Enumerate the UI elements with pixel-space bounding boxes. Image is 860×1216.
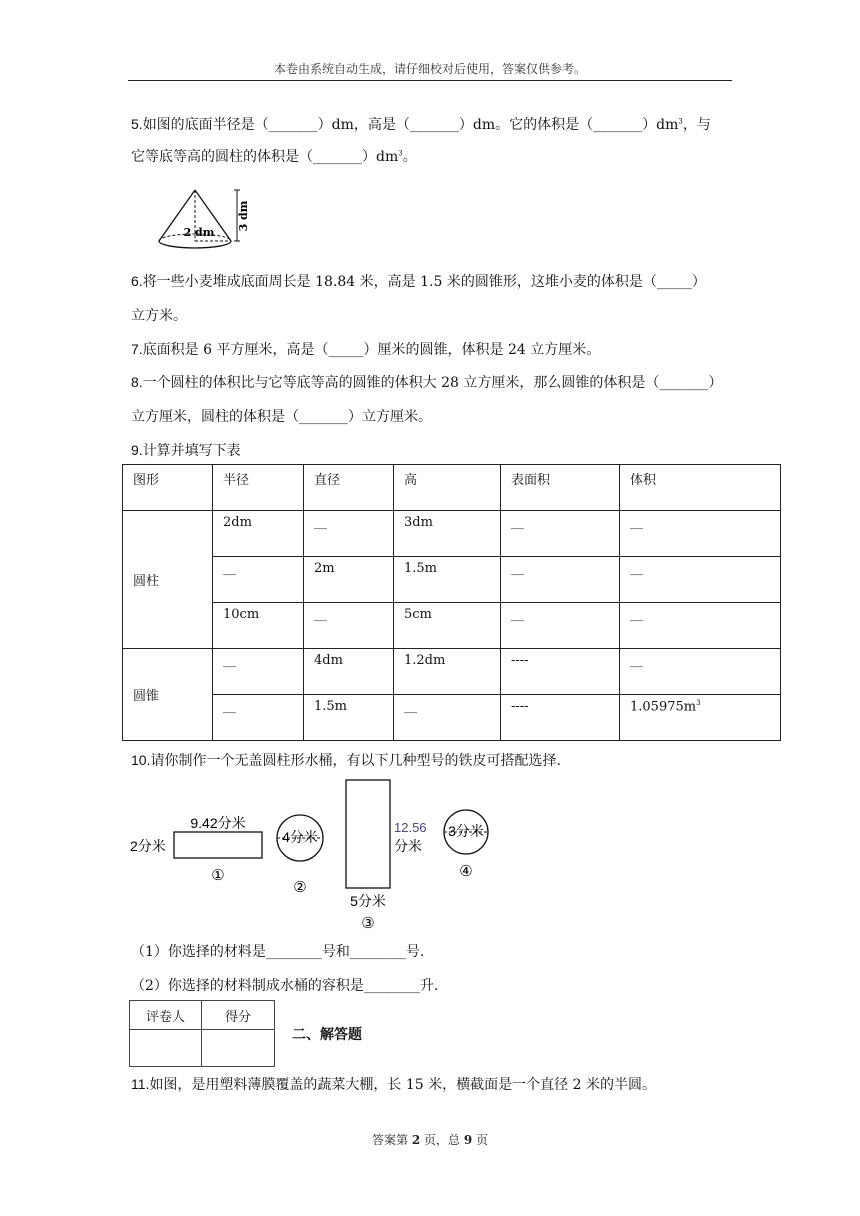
q5-text-1: 如图的底面半径是（_______）dm，高是（_______）dm。它的体积是（_______）dm (142, 117, 679, 133)
material-2-label: 4分米 (282, 829, 318, 845)
q11-text: 如图，是用塑料薄膜覆盖的蔬菜大棚，长 15 米，横截面是一个直径 2 米的半圆。 (149, 1077, 656, 1093)
material-3-side-unit: 分米 (394, 838, 422, 854)
q5-text-2-end: 。 (402, 149, 417, 165)
q8-text-1: 一个圆柱的体积比与它等底等高的圆锥的体积大 28 立方厘米，那么圆锥的体积是（_______） (142, 375, 723, 391)
material-3-width-label: 5分米 (350, 893, 386, 909)
table-cell: __ (213, 695, 304, 741)
material-3-side-number: 12.56 (394, 820, 427, 835)
table-cell: 2dm (213, 511, 304, 557)
table-cell: __ (620, 603, 781, 649)
table-row (123, 695, 781, 741)
q6-text-1: 将一些小麦堆成底面周长是 18.84 米，高是 1.5 米的圆锥形，这堆小麦的体积是（_____） (142, 274, 706, 290)
table-cell: 5cm (394, 603, 501, 649)
material-4-label: 3分米 (448, 823, 484, 839)
cone-figure (155, 188, 265, 254)
table-cell: __ (620, 649, 781, 695)
q11-line (131, 1074, 656, 1094)
table-cell: __ (501, 557, 620, 603)
table-cell: __ (304, 511, 394, 557)
table-header-cell: 图形 (123, 465, 213, 511)
q10-sub2: （2）你选择的材料制成水桶的容积是________升. (131, 978, 439, 994)
material-1-height-label: 2分米 (130, 838, 166, 854)
q6-line2: 立方米。 (131, 308, 187, 324)
page-footer: 答案第 2 页，总 9 页 (371, 1133, 488, 1147)
material-1-number: ① (211, 866, 225, 884)
section-title: 二、解答题 (292, 1026, 362, 1042)
table-header-cell: 半径 (213, 465, 304, 511)
table-cell: 2m (304, 557, 394, 603)
table-cell: 10cm (213, 603, 304, 649)
table-cell: ---- (501, 649, 620, 695)
q10-line (131, 750, 561, 770)
q10-sub1: （1）你选择的材料是________号和________号. (131, 944, 425, 960)
q8-line2: 立方厘米，圆柱的体积是（_______）立方厘米。 (131, 409, 432, 425)
table-cell: __ (620, 511, 781, 557)
score-header-row (130, 1001, 275, 1030)
q5-text-2: 它等底等高的圆柱的体积是（_______）dm (131, 149, 399, 165)
score-cell (202, 1030, 275, 1067)
material-2-number: ② (293, 878, 307, 896)
grader-label: 评卷人 (130, 1001, 202, 1030)
q7-text: 底面积是 6 平方厘米，高是（_____）厘米的圆锥，体积是 24 立方厘米。 (142, 342, 601, 358)
q11-number: 11. (131, 1076, 150, 1092)
q9-line (131, 440, 241, 460)
q9-number: 9. (131, 442, 143, 458)
q10-text: 请你制作一个无盖圆柱形水桶，有以下几种型号的铁皮可搭配选择. (150, 753, 561, 769)
table-cell: ---- (501, 695, 620, 741)
q9-title: 计算并填写下表 (142, 443, 241, 459)
table-cell: 1.5m (304, 695, 394, 741)
table-cell: 1.5m (394, 557, 501, 603)
grader-cell (130, 1030, 202, 1067)
table-cell: 3dm (394, 511, 501, 557)
score-blank-row (130, 1030, 275, 1067)
table-cell (620, 695, 781, 741)
header-rule (128, 80, 732, 81)
table-cell: 1.2dm (394, 649, 501, 695)
table-cell: __ (394, 695, 501, 741)
current-page: 2 (411, 1133, 421, 1147)
volume-value: 1.05975m (630, 699, 697, 715)
q7-number: 7. (131, 341, 143, 357)
volume-unit-sup: 3 (696, 699, 701, 707)
score-label: 得分 (202, 1001, 275, 1030)
cone-height-label: 3 dm (237, 200, 250, 232)
table-header-cell: 表面积 (501, 465, 620, 511)
table-cell: __ (501, 511, 620, 557)
q5-sup-1: 3 (678, 117, 683, 126)
cone-label: 圆锥 (123, 649, 213, 741)
table-cell: __ (213, 649, 304, 695)
table-row (123, 649, 781, 695)
material-3-rect (346, 780, 390, 888)
table-header-cell: 体积 (620, 465, 781, 511)
cone-base-front (159, 241, 231, 248)
q8-line1 (131, 372, 722, 392)
q5-text-1-end: ，与 (682, 117, 711, 133)
q5-number: 5. (131, 116, 143, 132)
material-3-number: ③ (361, 914, 375, 932)
q5-line1 (131, 114, 711, 134)
q5-line2 (131, 146, 417, 166)
table-header-cell: 高 (394, 465, 501, 511)
q10-number: 10. (131, 752, 151, 768)
table-cell: __ (304, 603, 394, 649)
table-header-cell: 直径 (304, 465, 394, 511)
table-header-row (123, 465, 781, 511)
material-4-number: ④ (459, 862, 473, 880)
cylinder-label: 圆柱 (123, 511, 213, 649)
cone-radius-label: 2 dm (183, 226, 215, 239)
material-1-rect (174, 832, 262, 858)
table-row (123, 511, 781, 557)
table-cell: __ (213, 557, 304, 603)
q8-number: 8. (131, 374, 143, 390)
total-pages: 9 (463, 1133, 473, 1147)
table-cell: __ (501, 603, 620, 649)
score-table (129, 1000, 275, 1067)
page-header: 本卷由系统自动生成，请仔细校对后使用，答案仅供参考。 (273, 62, 586, 76)
q7-line (131, 339, 600, 359)
q5-sup-2: 3 (398, 149, 403, 158)
material-1-width-label: 9.42分米 (190, 815, 246, 831)
calc-table (122, 464, 781, 741)
table-cell: 4dm (304, 649, 394, 695)
q6-number: 6. (131, 273, 143, 289)
q6-line1 (131, 271, 706, 291)
table-row (123, 603, 781, 649)
table-row (123, 557, 781, 603)
materials-figure (126, 776, 506, 936)
table-cell: __ (620, 557, 781, 603)
